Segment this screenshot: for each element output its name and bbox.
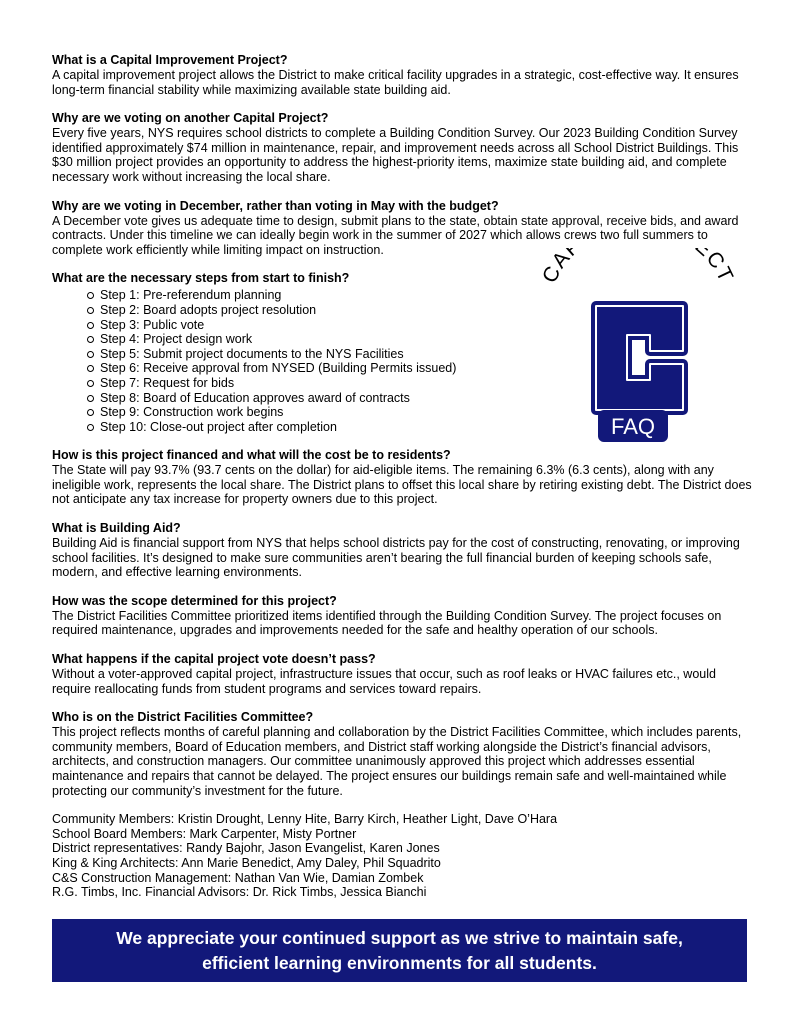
faq-question: What are the necessary steps from start to finish? xyxy=(52,271,350,286)
faq-question: Why are we voting in December, rather than voting in May with the budget? xyxy=(52,198,499,213)
faq-answer: The District Facilities Committee prioritized items identified through the Building Condition Survey. The project focuses on required maintenance, upgrades and improvements needed for the safe and healthy operation of our schools. xyxy=(52,608,722,638)
committee-list xyxy=(52,812,752,900)
faq-question: What happens if the capital project vote doesn’t pass? xyxy=(52,652,376,667)
step-item: Step 3: Public vote xyxy=(100,318,522,333)
committee-line: School Board Members: Mark Carpenter, Misty Portner xyxy=(52,826,357,841)
faq-question: Why are we voting on another Capital Project? xyxy=(52,111,329,126)
committee-line: C&S Construction Management: Nathan Van Wie, Damian Zombek xyxy=(52,870,424,885)
faq-answer: Every five years, NYS requires school districts to complete a Building Condition Survey. Our 2023 Building Condition Survey identified approximately $74 million in maintenance, repair, and improvement needs across all School District Buildings. This $30 million project provides an opportunity to address the highest-priority items, maximize state building aid, and complete necessary work without increasing the local share. xyxy=(52,126,739,184)
faq-content xyxy=(52,53,752,900)
committee-line: King & King Architects: Ann Marie Benedict, Amy Daley, Phil Squadrito xyxy=(52,855,441,870)
step-item: Step 7: Request for bids xyxy=(100,376,522,391)
faq-badge-text: FAQ xyxy=(610,414,656,439)
step-item: Step 8: Board of Education approves award of contracts xyxy=(100,391,522,406)
committee-line: R.G. Timbs, Inc. Financial Advisors: Dr. Rick Timbs, Jessica Bianchi xyxy=(52,885,427,900)
step-item: Step 4: Project design work xyxy=(100,332,522,347)
step-item: Step 5: Submit project documents to the NYS Facilities xyxy=(100,347,522,362)
faq-question: What is Building Aid? xyxy=(52,521,181,536)
committee-line: Community Members: Kristin Drought, Lenny Hite, Barry Kirch, Heather Light, Dave O’Hara xyxy=(52,812,558,827)
step-item: Step 10: Close-out project after completion xyxy=(100,420,522,435)
faq-answer: A capital improvement project allows the District to make critical facility upgrades in a strategic, cost-effective way. It ensures long-term financial stability while maximizing available state building aid. xyxy=(52,68,739,97)
steps-section xyxy=(52,271,522,434)
committee-line: District representatives: Randy Bajohr, Jason Evangelist, Karen Jones xyxy=(52,841,440,856)
footer-line: We appreciate your continued support as we strive to maintain safe, xyxy=(116,927,683,948)
step-item: Step 6: Receive approval from NYSED (Building Permits issued) xyxy=(100,361,522,376)
block-c-shape xyxy=(596,306,683,410)
faq-answer: The State will pay 93.7% (93.7 cents on the dollar) for aid-eligible items. The remaining 6.3% (6.3 cents), along with any ineligible work, represents the local share. The District plans to offset this local share by retiring existing debt. The District does not anticipate any tax increase for property owners due to this project. xyxy=(52,463,752,507)
faq-question: Who is on the District Facilities Committee? xyxy=(52,710,314,725)
capital-project-faq-logo xyxy=(538,248,738,448)
faq-answer: Without a voter-approved capital project, infrastructure issues that occur, such as roof leaks or HVAC failures etc., would require reallocating funds from student programs and services toward repairs. xyxy=(52,667,716,696)
faq-question: What is a Capital Improvement Project? xyxy=(52,53,288,67)
step-item: Step 1: Pre-referendum planning xyxy=(100,288,522,303)
steps-list xyxy=(52,288,522,434)
faq-answer: This project reflects months of careful planning and collaboration by the District Facilities Committee, which includes parents, community members, Board of Education members, and District staff working alongside the District’s financial advisors, architects, and construction managers. Our committee unanimously approved this project which addresses essential maintenance and repairs that cannot be delayed. The project ensures our buildings remain safe and well-maintained while protecting our community’s investment for the future. xyxy=(52,725,742,798)
logo-arc-text: CA ECT xyxy=(538,248,738,287)
step-item: Step 2: Board adopts project resolution xyxy=(100,303,522,318)
faq-answer: Building Aid is financial support from NYS that helps school districts pay for the cost of constructing, renovating, or improving school facilities. It’s designed to make sure communities aren’t bearing the full financial burden of keeping schools safe, modern, and effective learning environments. xyxy=(52,536,740,580)
faq-answer: A December vote gives us adequate time to design, submit plans to the state, obtain state approval, receive bids, and award contracts. Under this timeline we can ideally begin work in the summer of 2027 which allows crews two full summers to complete work efficiently while limiting impact on instruction. xyxy=(52,213,739,257)
step-item: Step 9: Construction work begins xyxy=(100,405,522,420)
faq-question: How is this project financed and what will the cost be to residents? xyxy=(52,448,451,463)
faq-question: How was the scope determined for this project? xyxy=(52,593,337,608)
logo-graphic xyxy=(538,248,738,448)
footer-banner xyxy=(52,919,747,982)
footer-line: efficient learning environments for all students. xyxy=(202,952,597,973)
